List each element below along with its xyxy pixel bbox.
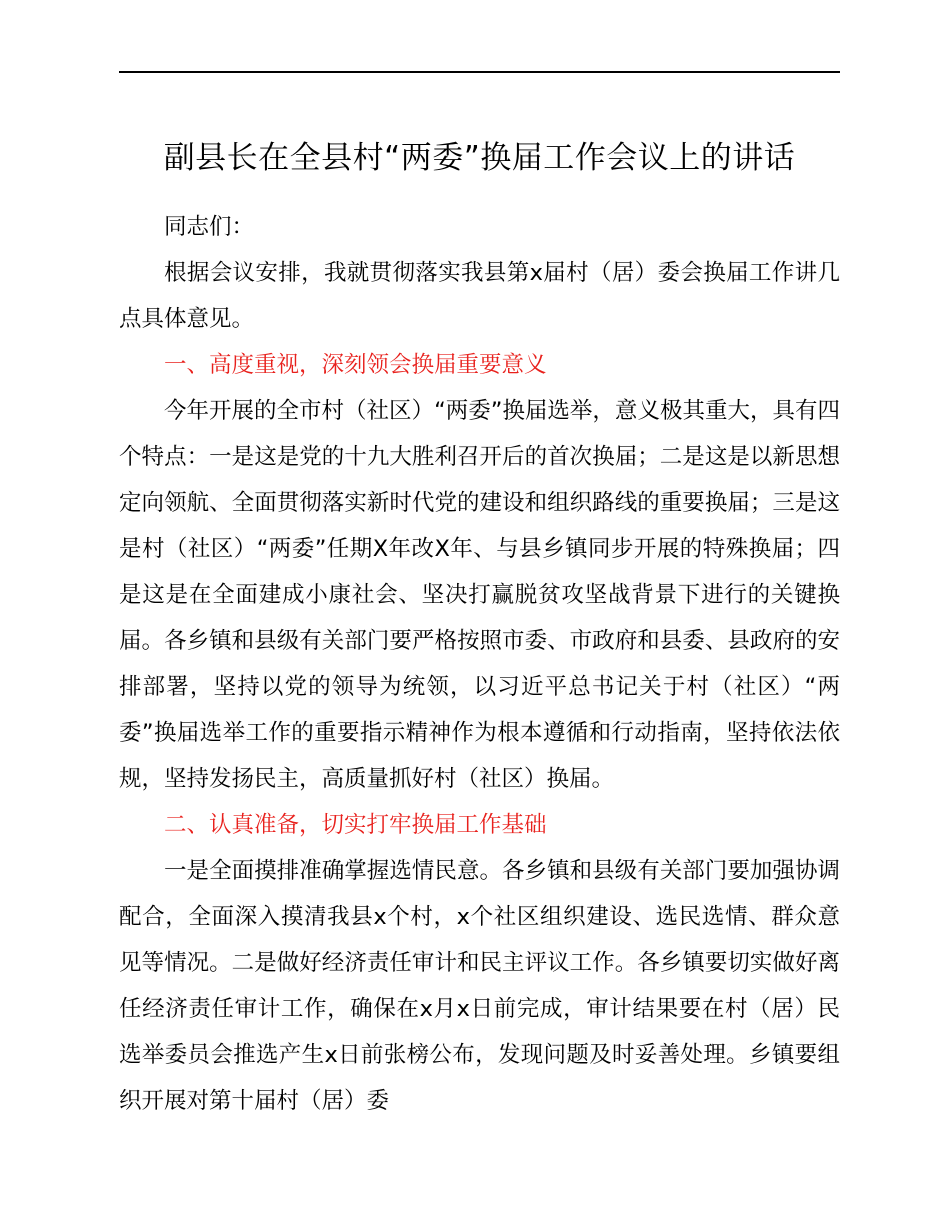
salutation: 同志们： — [164, 214, 255, 240]
section-body-1: 今年开展的全市村（社区）“两委”换届选举，意义极其重大，具有四个特点：一是这是党的十九大胜利召开后的首次换届；二是这是以新思想定向领航、全面贯彻落实新时代党的建设和组织路线的重要换届；三是这是村（社区）“两委”任期X年改X年、与县乡镇同步开展的特殊换届；四是这是在全面建成小康社会、坚决打赢脱贫攻坚战背景下进行的关键换届。各乡镇和县级有关部门要严格按照市委、市政府和县委、县政府的安排部署，坚持以党的领导为统领，以习近平总书记关于村（社区）“两委”换届选举工作的重要指示精神作为根本遵循和行动指南，坚持依法依规，坚持发扬民主，高质量抓好村（社区）换届。 — [119, 398, 840, 792]
section-heading-1: 一、高度重视，深刻领会换届重要意义 — [164, 352, 547, 378]
intro-paragraph: 根据会议安排，我就贯彻落实我县第x届村（居）委会换届工作讲几点具体意见。 — [119, 260, 840, 332]
document-body — [119, 204, 840, 1124]
section-heading-2: 二、认真准备，切实打牢换届工作基础 — [164, 812, 547, 838]
section-body-2: 一是全面摸排准确掌握选情民意。各乡镇和县级有关部门要加强协调配合，全面深入摸清我县x个村，x个社区组织建设、选民选情、群众意见等情况。二是做好经济责任审计和民主评议工作。各乡镇要切实做好离任经济责任审计工作，确保在x月x日前完成，审计结果要在村（居）民选举委员会推选产生x日前张榜公布，发现问题及时妥善处理。乡镇要组织开展对第十届村（居）委 — [119, 858, 840, 1114]
document-title: 副县长在全县村“两委”换届工作会议上的讲话 — [163, 140, 796, 176]
header-rule — [119, 71, 840, 73]
